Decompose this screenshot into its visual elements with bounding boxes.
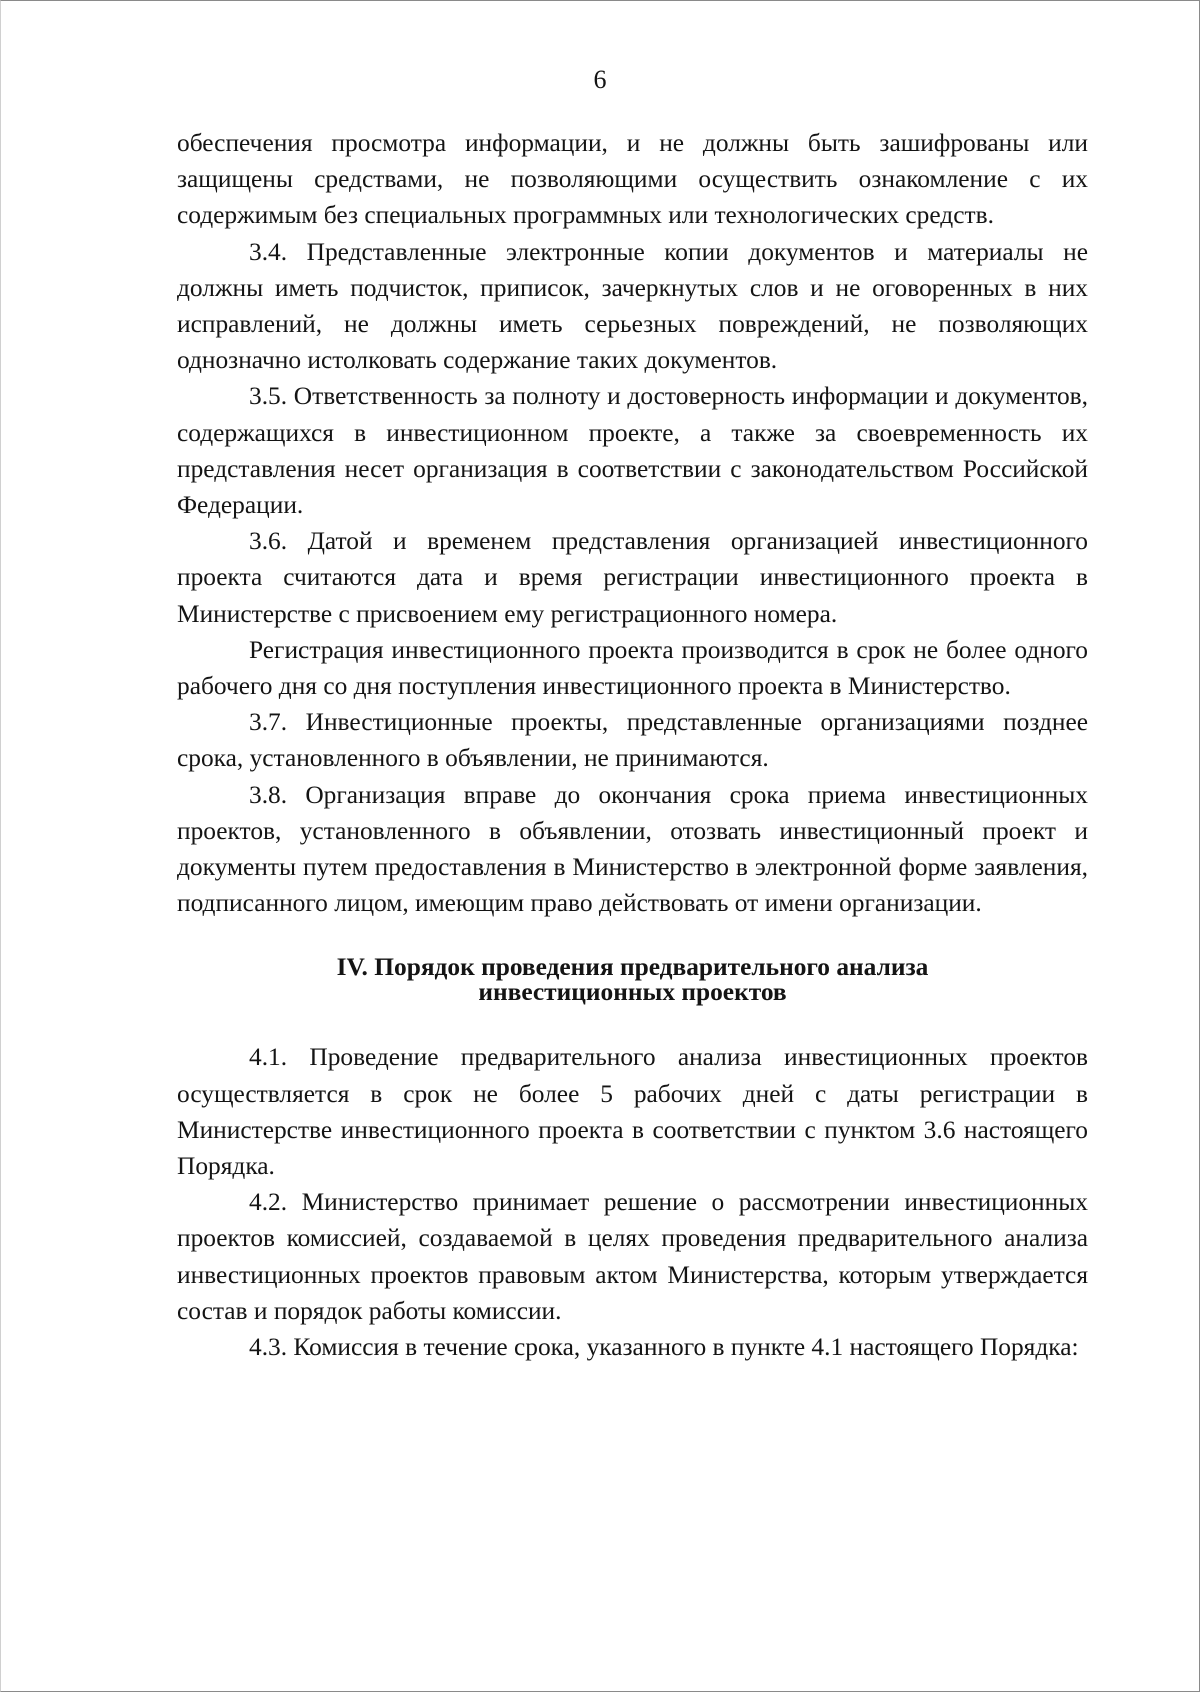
paragraph-3-4: 3.4. Представленные электронные копии документов и материалы не должны иметь подчисток, приписок, зачеркнутых слов и не оговоренных в них исправлений, не должны иметь серьезных повреждений, не позволяющих однозначно истолковать содержание таких документов. (177, 237, 1088, 375)
paragraph-4-3: 4.3. Комиссия в течение срока, указанного в пункте 4.1 настоящего Порядка: (249, 1333, 1079, 1362)
document-body (177, 125, 1088, 1365)
paragraph-3-7: 3.7. Инвестиционные проекты, представленные организациями позднее срока, установленного в объявлении, не принимаются. (177, 708, 1088, 773)
paragraph-4-1: 4.1. Проведение предварительного анализа инвестиционных проектов осуществляется в срок не более 5 рабочих дней с даты регистрации в Министерстве инвестиционного проекта в соответствии с пунктом 3.6 настоящего Порядка. (177, 1043, 1088, 1181)
paragraph-4-2: 4.2. Министерство принимает решение о рассмотрении инвестиционных проектов комиссией, создаваемой в целях проведения предварительного анализа инвестиционных проектов правовым актом Министерства, которым утверждается состав и порядок работы комиссии. (177, 1188, 1088, 1325)
section-heading-line-2: инвестиционных проектов (478, 978, 787, 1007)
section-heading-line-1: IV. Порядок проведения предварительного анализа (336, 953, 929, 982)
section-heading (177, 955, 1088, 1005)
paragraph-registration: Регистрация инвестиционного проекта производится в срок не более одного рабочего дня со дня поступления инвестиционного проекта в Министерство. (177, 635, 1088, 701)
page-number: 6 (593, 65, 607, 94)
paragraph-3-8: 3.8. Организация вправе до окончания срока приема инвестиционных проектов, установленного в объявлении, отозвать инвестиционный проект и документы путем предоставления в Министерство в электронной форме заявления, подписанного лицом, имеющим право действовать от имени организации. (177, 780, 1088, 918)
paragraph-3-5: 3.5. Ответственность за полноту и достоверность информации и документов, содержащихся в инвестиционном проекте, а также за своевременность их представления несет организация в соответствии с законодательством Российской Федерации. (177, 382, 1088, 520)
paragraph-continuation: обеспечения просмотра информации, и не должны быть зашифрованы или защищены средствами, не позволяющими осуществить ознакомление с их содержимым без специальных программных или технологических средств. (177, 129, 1088, 230)
paragraph-3-6: 3.6. Датой и временем представления организацией инвестиционного проекта считаются дата и время регистрации инвестиционного проекта в Министерстве с присвоением ему регистрационного номера. (177, 527, 1088, 628)
